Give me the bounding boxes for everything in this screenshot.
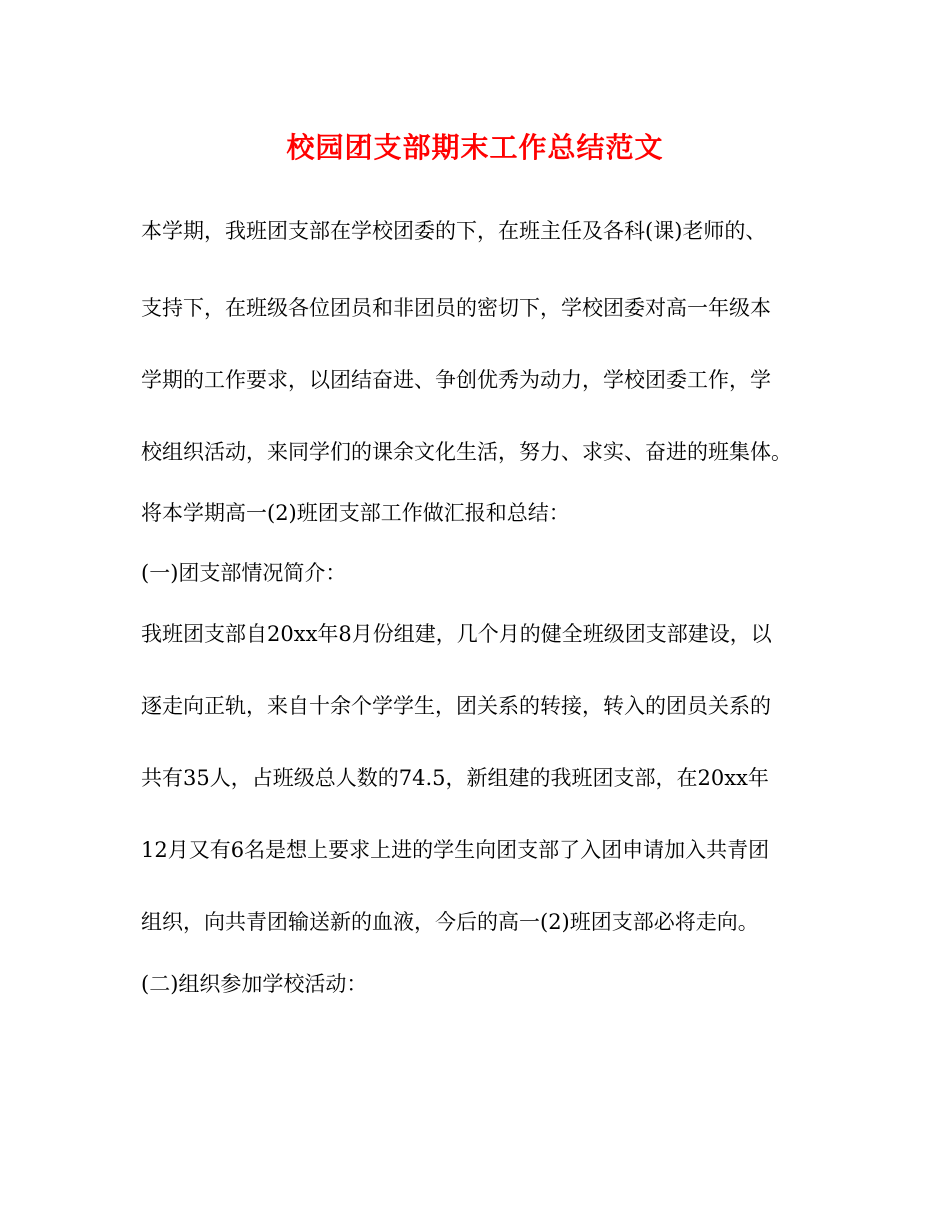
section-heading-2: (二)组织参加学校活动： — [141, 972, 368, 996]
paragraph-line-10: 组织，向共青团输送新的血液，今后的高一(2)班团支部必将走向。 — [141, 910, 759, 934]
paragraph-line-3: 学期的工作要求，以团结奋进、争创优秀为动力，学校团委工作，学 — [141, 368, 771, 392]
paragraph-line-6: 我班团支部自20xx年8月份组建，几个月的健全班级团支部建设，以 — [141, 622, 772, 646]
paragraph-line-4: 校组织活动，来同学们的课余文化生活，努力、求实、奋进的班集体。 — [141, 440, 792, 464]
paragraph-line-1: 本学期，我班团支部在学校团委的下，在班主任及各科(课)老师的、 — [141, 219, 767, 243]
paragraph-line-8: 共有35人，占班级总人数的74.5，新组建的我班团支部，在20xx年 — [141, 766, 769, 790]
section-heading-1: (一)团支部情况简介： — [141, 561, 347, 585]
paragraph-line-5: 将本学期高一(2)班团支部工作做汇报和总结： — [141, 501, 570, 525]
document-title: 校园团支部期末工作总结范文 — [286, 131, 664, 164]
paragraph-line-7: 逐走向正轨，来自十余个学学生，团关系的转接，转入的团员关系的 — [141, 694, 771, 718]
paragraph-line-9: 12月又有6名是想上要求上进的学生向团支部了入团申请加入共青团 — [141, 838, 770, 862]
paragraph-line-2: 支持下，在班级各位团员和非团员的密切下，学校团委对高一年级本 — [141, 296, 771, 320]
